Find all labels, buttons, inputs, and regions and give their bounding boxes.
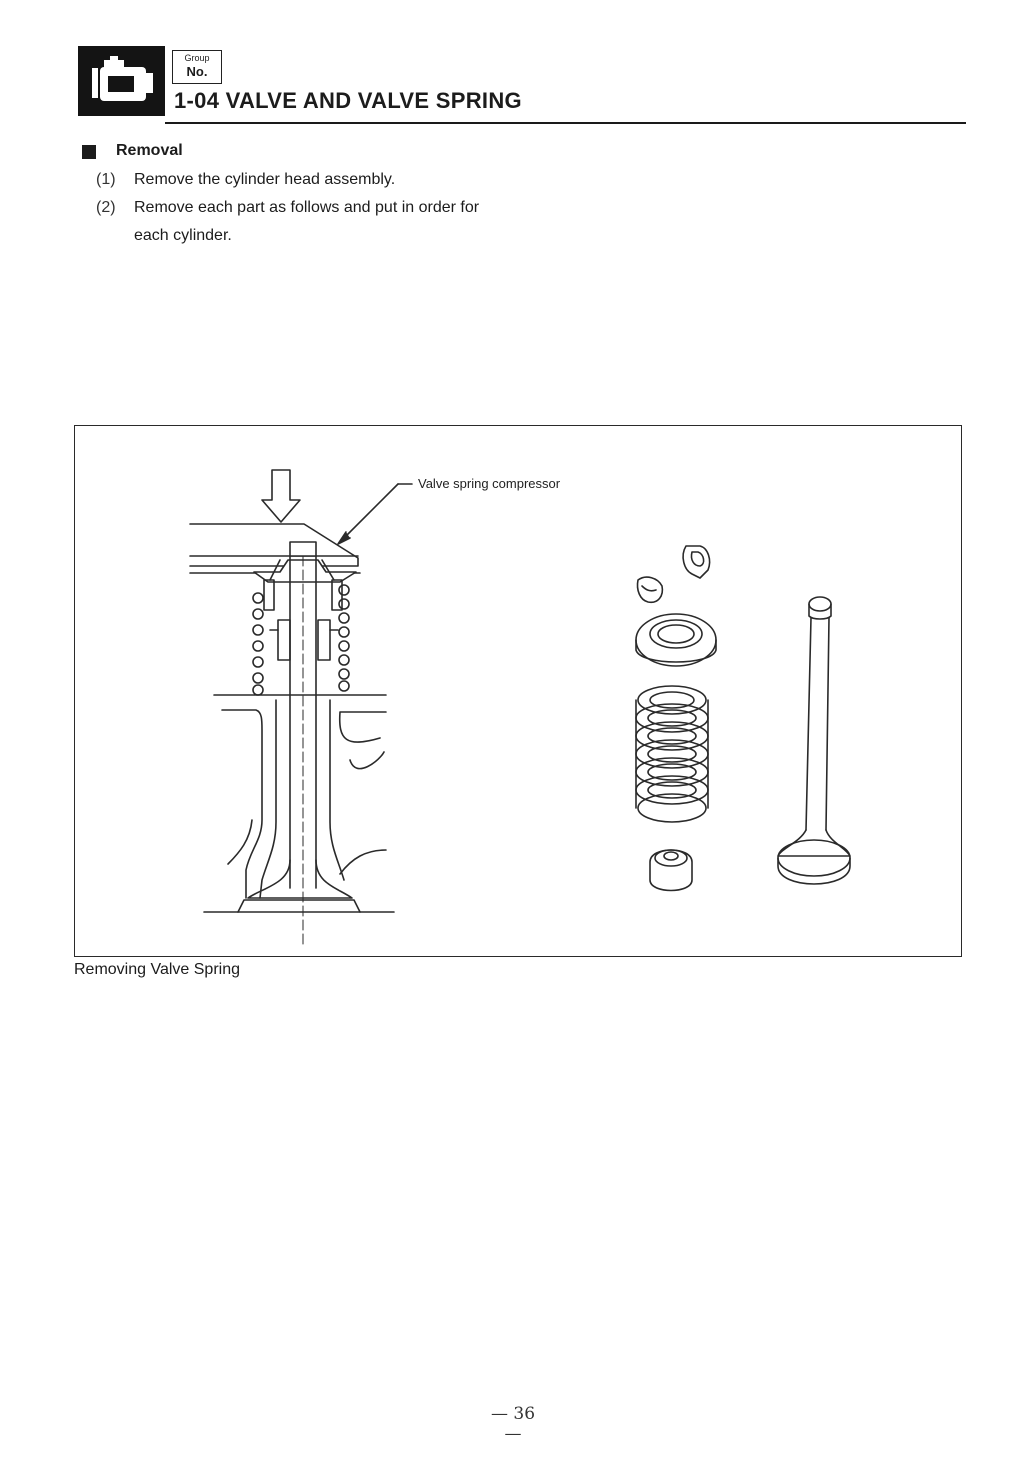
step-2-text: Remove each part as follows and put in order for each cylinder. xyxy=(134,199,480,244)
valve-stem-seal-icon xyxy=(650,850,692,891)
page-title: 1-04 VALVE AND VALVE SPRING xyxy=(174,88,522,113)
section-heading: Removal xyxy=(116,142,183,159)
group-no-label: No. xyxy=(186,64,208,79)
spring-retainer-icon xyxy=(636,614,716,666)
valve-keeper-icon xyxy=(637,546,709,602)
compressor-plate xyxy=(190,524,358,566)
spring-coils-right xyxy=(339,585,349,691)
page-number: — 36 — xyxy=(490,1404,536,1444)
valve-spring-icon xyxy=(636,686,708,822)
figure-caption: Removing Valve Spring xyxy=(74,961,241,978)
step-2-number: (2) xyxy=(96,199,116,216)
group-label: Group xyxy=(184,53,210,63)
valve-icon xyxy=(778,597,850,884)
press-arrow-icon xyxy=(262,470,300,522)
step-1-number: (1) xyxy=(96,171,116,188)
spring-coils-left xyxy=(253,593,263,695)
callout-valve-spring-compressor: Valve spring compressor xyxy=(418,476,561,491)
step-1-text: Remove the cylinder head assembly. xyxy=(134,171,396,188)
